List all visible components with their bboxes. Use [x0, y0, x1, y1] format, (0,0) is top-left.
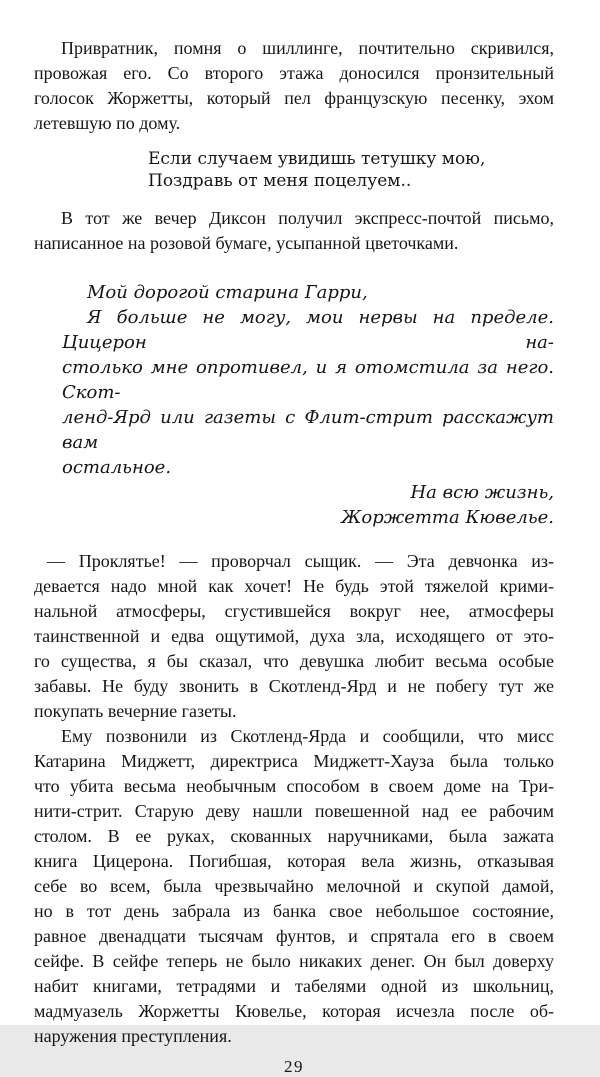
text-line: Если случаем увидишь тетушку мою, — [148, 149, 486, 169]
text-line: книга Цицерона. Погибшая, которая вела жизнь, отказывая — [34, 851, 554, 871]
text-line: Ему позвонили из Скотленд-Ярда и сообщили, что мисс — [61, 726, 554, 746]
text-line: наружения преступления. — [34, 1026, 232, 1046]
text-line: — Проклятье! — проворчал сыщик. — Эта девчонка из- — [47, 551, 554, 571]
paragraph-2 — [34, 206, 554, 256]
text-line: забавы. Не буду звонить в Скотленд-Ярд и не побегу тут же — [34, 676, 554, 696]
paragraph-1 — [34, 36, 554, 136]
text-line: написанное на розовой бумаге, усыпанной цветочками. — [34, 233, 459, 253]
text-line: девается надо мной как хочет! Не будь этой тяжелой крими- — [34, 576, 554, 596]
text-line: На всю жизнь, — [410, 482, 554, 503]
text-line: набит книгами, тетрадями и табелями одной из школьниц, — [34, 976, 554, 996]
letter-signature — [62, 480, 554, 530]
text-line: Жоржетта Кювелье. — [341, 507, 554, 528]
text-line: равное двенадцати тысячам фунтов, и спрятала его в своем — [34, 926, 554, 946]
letter-block — [62, 280, 554, 530]
text-line: Поздравь от меня поцелуем.. — [148, 171, 412, 191]
text-line: сейфе. В сейфе теперь не было никаких денег. Он был доверху — [34, 951, 554, 971]
text-line: голосок Жоржетты, который пел французскую песенку, эхом — [34, 88, 554, 108]
text-line: Катарина Миджетт, директриса Миджетт-Хауза была только — [34, 751, 554, 771]
text-line: нити-стрит. Старую деву нашли повешенной над ее рабочим — [34, 801, 554, 821]
page-number: 29 — [284, 1057, 304, 1076]
text-line: Я больше не могу, мои нервы на пределе. Цицерон на- — [62, 307, 554, 353]
verse-quote — [148, 148, 554, 192]
text-line: провожая его. Со второго этажа доносился пронзительный — [34, 63, 554, 83]
text-line: го существа, я бы сказал, что девушка любит весьма особые — [34, 651, 554, 671]
paragraph-4 — [34, 724, 554, 1049]
text-line: столько мне опротивел, и я отомстила за него. Скот- — [62, 357, 554, 403]
text-line: покупать вечерние газеты. — [34, 701, 237, 721]
text-line: столом. В ее руках, скованных наручниками, была зажата — [34, 826, 554, 846]
text-line: мадмуазель Жоржетты Кювелье, которая исчезла после об- — [34, 1001, 554, 1021]
text-line: таинственной и едва ощутимой, духа зла, исходящего от это- — [34, 626, 554, 646]
text-line: летевшую по дому. — [34, 113, 181, 133]
text-line: остальное. — [62, 457, 172, 478]
text-line: ленд-Ярд или газеты с Флит-стрит расскажут вам — [62, 407, 554, 453]
text-line: себе во всем, была чрезвычайно мелочной и скупой дамой, — [34, 876, 554, 896]
paragraph-3 — [34, 549, 554, 724]
text-line: но в тот день забрала из банка свое небольшое состояние, — [34, 901, 554, 921]
text-line: что убита весьма необычным способом в своем доме на Три- — [34, 776, 554, 796]
letter-body — [62, 305, 554, 480]
letter-salutation: Мой дорогой старина Гарри, — [87, 282, 368, 303]
text-line: В тот же вечер Диксон получил экспресс-почтой письмо, — [61, 208, 554, 228]
text-line: нальной атмосферы, сгустившейся вокруг нее, атмосферы — [34, 601, 554, 621]
text-line: Привратник, помня о шиллинге, почтительно скривился, — [61, 38, 554, 58]
